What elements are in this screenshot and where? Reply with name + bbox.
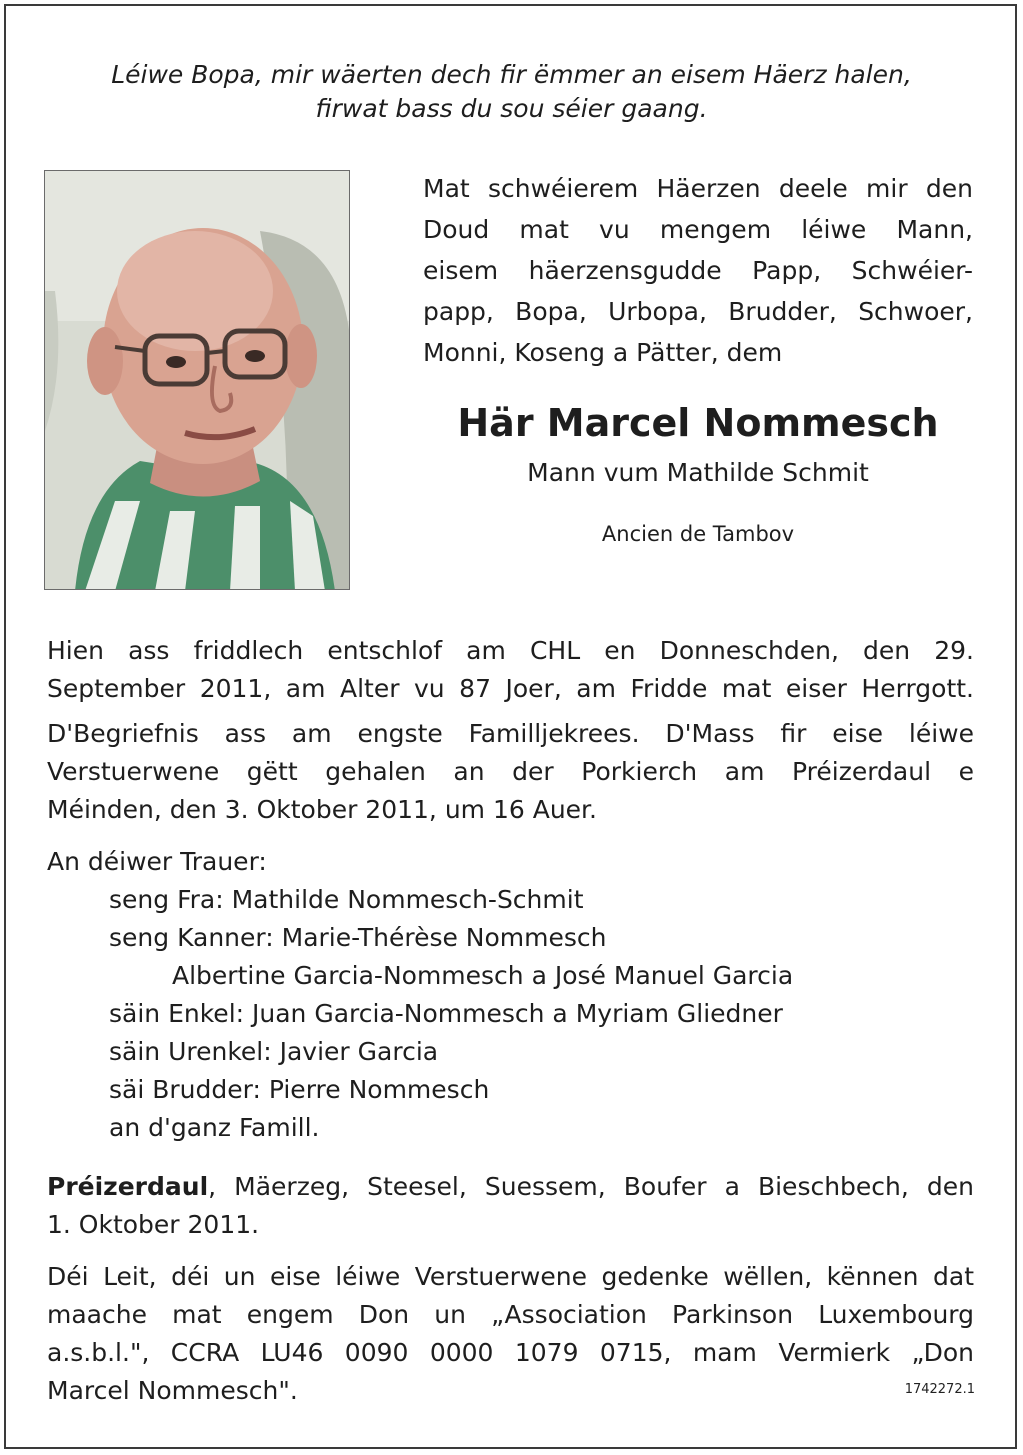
mourner-line: säi Brudder: Pierre Nommesch bbox=[109, 1075, 490, 1104]
donation-line: maache mat engem Don un „Association Parkinson Luxembourg bbox=[47, 1300, 974, 1329]
death-notice-line: Hien ass friddlech entschlof am CHL en Donneschden, den 29. bbox=[47, 636, 974, 665]
motto-line-1: Léiwe Bopa, mir wäerten dech fir ëmmer an eisem Häerz halen, bbox=[111, 60, 912, 89]
motto bbox=[20, 58, 1003, 126]
reference-number: 1742272.1 bbox=[904, 1382, 975, 1397]
place-date-line: 1. Oktober 2011. bbox=[47, 1210, 260, 1239]
mourners-list bbox=[47, 843, 974, 1147]
deceased-title: Ancien de Tambov bbox=[601, 522, 795, 546]
portrait-illustration bbox=[45, 171, 350, 590]
deceased-spouse: Mann vum Mathilde Schmit bbox=[527, 458, 869, 487]
place-name: Préizerdaul bbox=[47, 1172, 209, 1201]
intro-line: Mat schwéierem Häerzen deele mir den bbox=[423, 174, 973, 203]
motto-line-2: firwat bass du sou séier gaang. bbox=[315, 94, 708, 123]
place-date-line bbox=[47, 1168, 974, 1206]
funeral-line: D'Begriefnis ass am engste Familljekrees. D'Mass fir eise léiwe bbox=[47, 719, 974, 748]
mourner-line: seng Kanner: Marie-Thérèse Nommesch bbox=[109, 923, 607, 952]
intro-line: Doud mat vu mengem léiwe Mann, bbox=[423, 215, 973, 244]
donation-note bbox=[47, 1258, 974, 1410]
mourner-line: an d'ganz Famill. bbox=[109, 1113, 320, 1142]
funeral-details bbox=[47, 715, 974, 829]
intro-line: eisem häerzensgudde Papp, Schwéier- bbox=[423, 256, 973, 285]
portrait-photo bbox=[44, 170, 350, 590]
donation-line: Déi Leit, déi un eise léiwe Verstuerwene gedenke wëllen, kënnen dat bbox=[47, 1262, 974, 1291]
intro-line: Monni, Koseng a Pätter, dem bbox=[423, 338, 783, 367]
mourner-line: seng Fra: Mathilde Nommesch-Schmit bbox=[109, 885, 584, 914]
mourner-line: Albertine Garcia-Nommesch a José Manuel Garcia bbox=[172, 961, 794, 990]
death-notice-line: September 2011, am Alter vu 87 Joer, am Fridde mat eiser Herrgott. bbox=[47, 674, 974, 703]
intro-text bbox=[423, 168, 973, 373]
funeral-line: Méinden, den 3. Oktober 2011, um 16 Auer. bbox=[47, 795, 597, 824]
donation-line: a.s.b.l.", CCRA LU46 0090 0000 1079 0715, mam Vermierk „Don bbox=[47, 1338, 974, 1367]
mourner-line: säin Urenkel: Javier Garcia bbox=[109, 1037, 439, 1066]
place-list: , Mäerzeg, Steesel, Suessem, Boufer a Bieschbech, den bbox=[208, 1172, 974, 1201]
mourner-line: säin Enkel: Juan Garcia-Nommesch a Myriam Gliedner bbox=[109, 999, 783, 1028]
funeral-line: Verstuerwene gëtt gehalen an der Porkierch am Préizerdaul e bbox=[47, 757, 974, 786]
place-date bbox=[47, 1168, 974, 1244]
death-notice bbox=[47, 632, 974, 708]
deceased-name: Här Marcel Nommesch bbox=[457, 401, 939, 445]
intro-line: papp, Bopa, Urbopa, Brudder, Schwoer, bbox=[423, 297, 973, 326]
mourners-heading: An déiwer Trauer: bbox=[47, 847, 267, 876]
donation-line: Marcel Nommesch". bbox=[47, 1376, 298, 1405]
